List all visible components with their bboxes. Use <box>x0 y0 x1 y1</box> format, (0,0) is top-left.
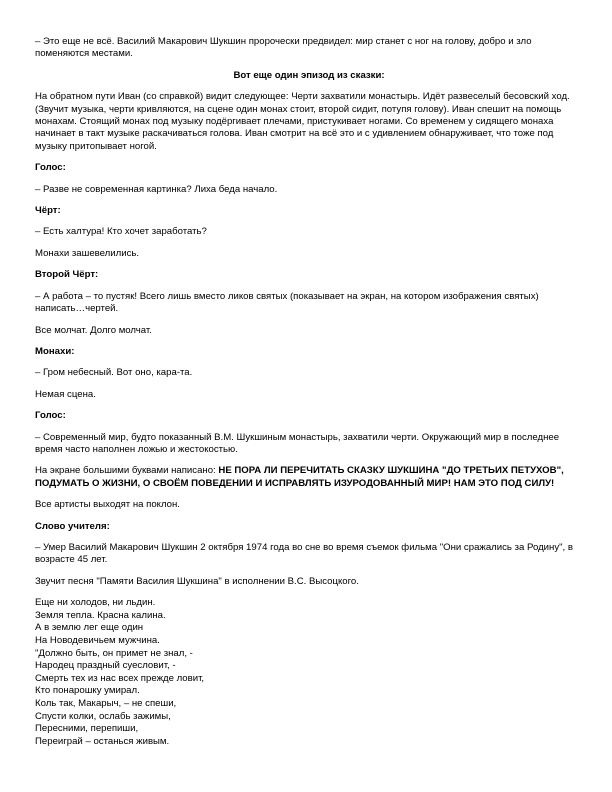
poem-line: Переиграй – останься живым. <box>35 735 170 747</box>
speaker-devil: Чёрт: <box>35 205 61 217</box>
poem-line: Земля тепла. Красна калина. <box>35 609 166 621</box>
screen-message-bold: НЕ ПОРА ЛИ ПЕРЕЧИТАТЬ СКАЗКУ ШУКШИНА "ДО ТРЕТЬИХ ПЕТУХОВ", ПОДУМАТЬ О ЖИЗНИ, О СВОЁМ ПОВЕДЕНИИ И ИСПРАВЛЯТЬ ИЗУРОДОВАННЫЙ МИР! НАМ ЭТО ПОД СИЛУ! <box>35 465 564 489</box>
stage-direction-silent-scene: Немая сцена. <box>35 388 96 400</box>
line-monks: – Гром небесный. Вот оно, кара-та. <box>35 367 193 379</box>
song-announcement: Звучит песня "Памяти Василия Шукшина" в исполнении В.С. Высоцкого. <box>35 575 359 587</box>
poem-line: "Должно быть, он примет не знал, - <box>35 647 193 659</box>
line-voice-2: – Современный мир, будто показанный В.М. Шукшиным монастырь, захватили черти. Окружающий мир в последнее время часто наполнен ложью и жестокостью. <box>35 431 560 455</box>
speaker-voice-1: Голос: <box>35 162 66 174</box>
document-body <box>35 36 583 748</box>
poem-line: Смерть тех из нас всех прежде ловит, <box>35 672 205 684</box>
poem-line: Еще ни холодов, ни льдин. <box>35 597 156 609</box>
poem-line: Спусти колки, ослабь зажимы, <box>35 710 171 722</box>
line-devil: – Есть халтура! Кто хочет заработать? <box>35 226 207 238</box>
speaker-voice-2: Голос: <box>35 410 66 422</box>
poem-line: На Новодевичьем мужчина. <box>35 634 160 646</box>
line-second-devil: – А работа – то пустяк! Всего лишь вместо ликов святых (показывает на экран, на котором изображения святых) написать…чертей. <box>35 290 539 315</box>
screen-message-prefix: На экране большими буквами написано: <box>35 465 219 477</box>
paragraph-intro: – Это еще не всё. Василий Макарович Шукшин пророчески предвидел: мир станет с ног на голову, добро и зло поменяются местами. <box>35 36 532 60</box>
speaker-monks: Монахи: <box>35 345 75 357</box>
poem-line: Кто понарошку умирал. <box>35 685 140 697</box>
paragraph-episode-description: На обратном пути Иван (со справкой) видит следующее: Черти захватили монастырь. Идёт развеселый бесовский ход. (Звучит музыка, черти кривляются, на сцене один монах стоит, второй сидит, потупя голову). Иван спешит на помощь монахам. Стоящий монах под музыку подёргивает плечами, пристукивает ногами. Со временем у сидящего монаха начинает в такт музыке раскачиваться голова. Иван смотрит на всё это и с удивлением обнаруживает, что тоже под музыку притопывает ногой. <box>35 91 570 152</box>
poem-block <box>35 597 583 748</box>
speaker-teacher: Слово учителя: <box>35 520 110 532</box>
stage-direction-monks-stir: Монахи зашевелились. <box>35 247 140 259</box>
stage-direction-bow: Все артисты выходят на поклон. <box>35 499 180 511</box>
poem-line: Коль так, Макарыч, – не спеши, <box>35 697 177 709</box>
speaker-second-devil: Второй Чёрт: <box>35 269 99 281</box>
stage-direction-silence: Все молчат. Долго молчат. <box>35 324 152 336</box>
screen-message-paragraph <box>35 465 583 490</box>
episode-heading: Вот еще один эпизод из сказки: <box>233 69 385 81</box>
poem-line: Народец праздный суесловит, - <box>35 660 176 672</box>
poem-line: Пересними, перепиши, <box>35 723 139 735</box>
line-voice-1: – Разве не современная картинка? Лиха беда начало. <box>35 183 278 195</box>
poem-line: А в землю лег еще один <box>35 622 144 634</box>
line-teacher: – Умер Василий Макарович Шукшин 2 октября 1974 года во сне во время съемок фильма "Они сражались за Родину", в возрасте 45 лет. <box>35 541 573 566</box>
